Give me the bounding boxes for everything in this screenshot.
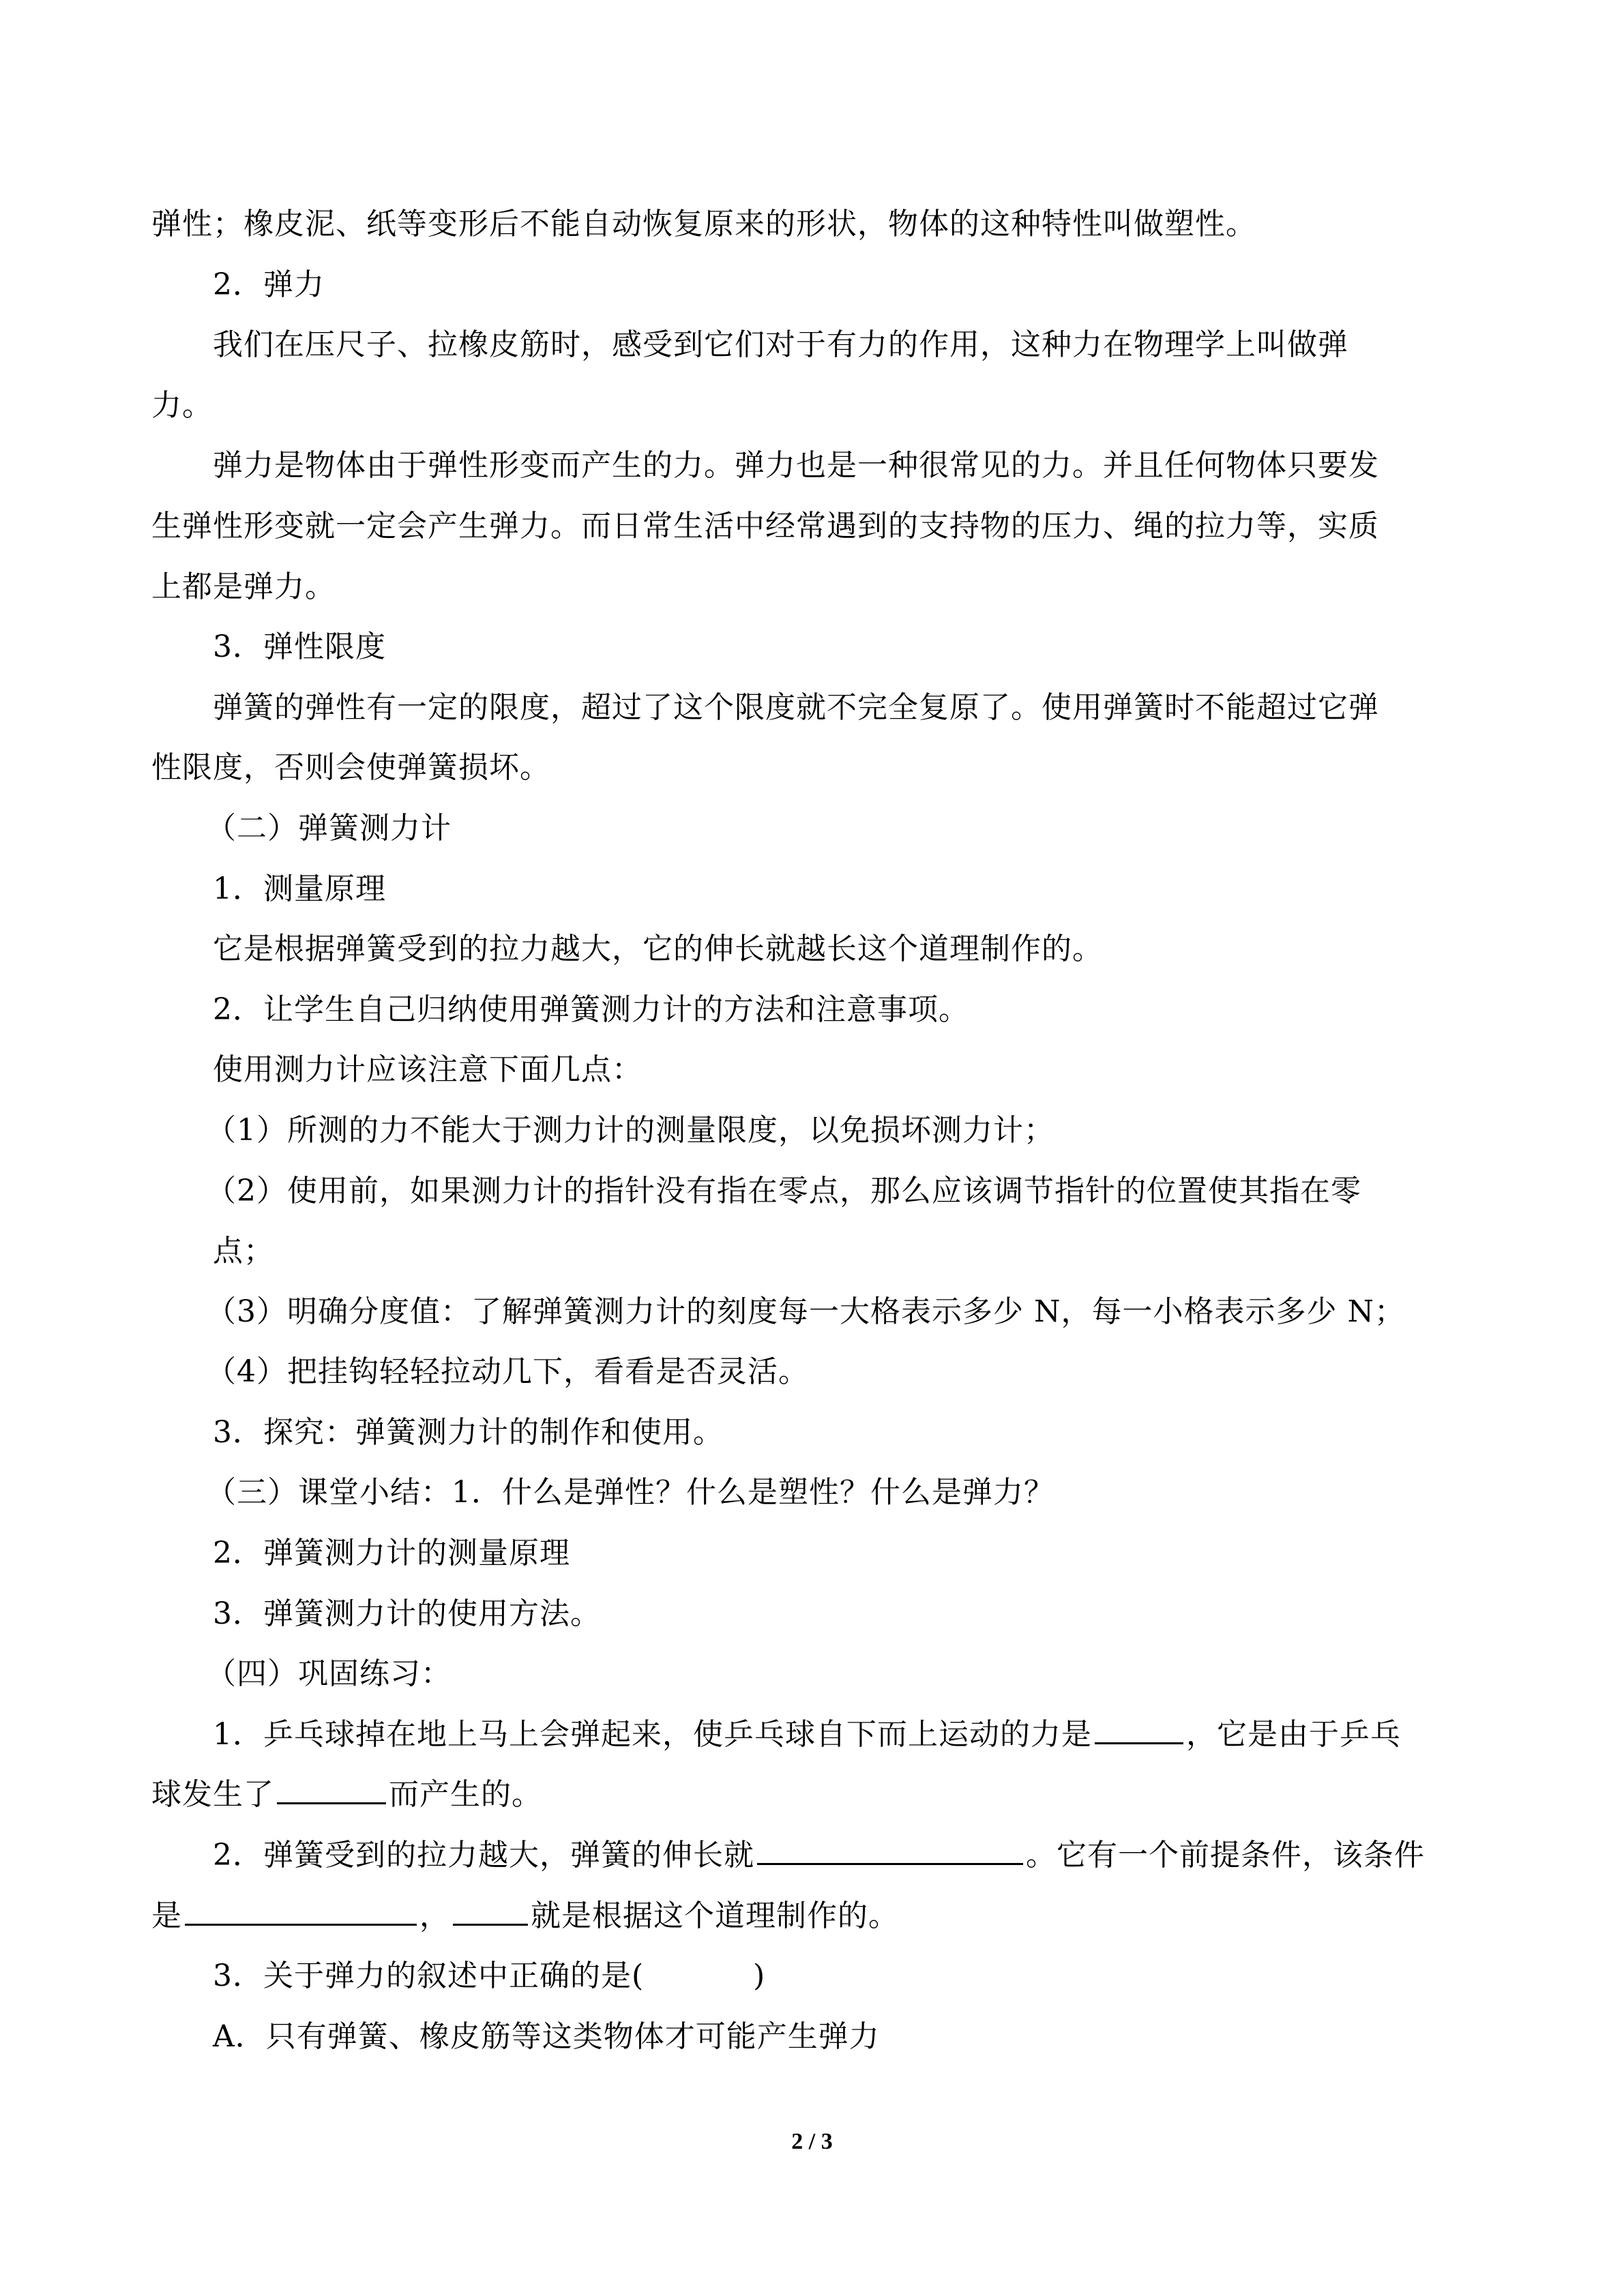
question-text: 而产生的。 (389, 1777, 542, 1813)
answer-blank (757, 1833, 1023, 1865)
list-item: （2）使用前，如果测力计的指针没有指在零点，那么应该调节指针的位置使其指在零 (206, 1173, 1361, 1208)
text-line: 弹力是物体由于弹性形变而产生的力。弹力也是一种很常见的力。并且任何物体只要发 (213, 448, 1379, 483)
list-item: （4）把挂钩轻轻拉动几下，看看是否灵活。 (206, 1354, 809, 1390)
answer-blank (277, 1772, 386, 1804)
section-heading: （四）巩固练习： (206, 1656, 452, 1692)
page-number: 2 / 3 (791, 2129, 833, 2154)
section-heading: 1．测量原理 (213, 871, 386, 906)
text-line: 使用测力计应该注意下面几点： (213, 1052, 643, 1088)
list-item: （1）所测的力不能大于测力计的测量限度，以免损坏测力计； (206, 1112, 1054, 1148)
question-text: ，它是由于乒乓 (1186, 1716, 1401, 1752)
question-1 (151, 1705, 1475, 1765)
document-body (151, 194, 1475, 2067)
question-text: ， (419, 1898, 450, 1933)
text-line: 我们在压尺子、拉橡皮筋时，感受到它们对于有力的作用，这种力在物理学上叫做弹 (213, 327, 1348, 363)
question-text: 就是根据这个道理制作的。 (531, 1898, 899, 1933)
question-2-cont (151, 1886, 1475, 1947)
question-3 (151, 1946, 1475, 2007)
question-text: ) (753, 1958, 766, 1994)
text-line: 3．探究：弹簧测力计的制作和使用。 (213, 1414, 724, 1450)
text-line: 2．弹簧测力计的测量原理 (213, 1536, 570, 1571)
question-text: 。它有一个前提条件，该条件 (1026, 1838, 1425, 1873)
question-1-cont (151, 1765, 1475, 1825)
text-line: 2．让学生自己归纳使用弹簧测力计的方法和注意事项。 (213, 992, 969, 1027)
answer-blank (185, 1894, 417, 1926)
answer-option: A．只有弹簧、橡皮筋等这类物体才可能产生弹力 (213, 2018, 880, 2054)
text-line: 生弹性形变就一定会产生弹力。而日常生活中经常遇到的支持物的压力、绳的拉力等，实质 (151, 508, 1379, 543)
question-text: 球发生了 (151, 1777, 274, 1813)
text-line: 上都是弹力。 (151, 569, 336, 604)
question-2 (151, 1825, 1475, 1886)
question-text: 是 (151, 1898, 182, 1933)
text-line: 性限度，否则会使弹簧损坏。 (151, 750, 550, 786)
section-heading: （二）弹簧测力计 (206, 810, 452, 846)
answer-blank (1095, 1712, 1183, 1744)
answer-blank (453, 1894, 528, 1926)
question-text: 2．弹簧受到的拉力越大，弹簧的伸长就 (213, 1838, 754, 1873)
question-text: 3．关于弹力的叙述中正确的是( (213, 1958, 645, 1994)
text-line: 3．弹簧测力计的使用方法。 (213, 1596, 601, 1631)
text-line: 力。 (151, 387, 213, 423)
text-line: 点； (213, 1234, 274, 1269)
text-line: 它是根据弹簧受到的拉力越大，它的伸长就越长这个道理制作的。 (213, 931, 1103, 967)
section-heading: 2．弹力 (213, 267, 325, 302)
section-heading: 3．弹性限度 (213, 629, 386, 665)
question-text: 1．乒乓球掉在地上马上会弹起来，使乒乓球自下而上运动的力是 (213, 1716, 1092, 1752)
text-line: 弹簧的弹性有一定的限度，超过了这个限度就不完全复原了。使用弹簧时不能超过它弹 (213, 689, 1379, 725)
section-heading: （三）课堂小结：1．什么是弹性？什么是塑性？什么是弹力？ (206, 1475, 1054, 1510)
text-line: 弹性；橡皮泥、纸等变形后不能自动恢复原来的形状，物体的这种特性叫做塑性。 (151, 207, 1256, 241)
list-item: （3）明确分度值：了解弹簧测力计的刻度每一大格表示多少 N，每一小格表示多少 N； (206, 1294, 1405, 1329)
